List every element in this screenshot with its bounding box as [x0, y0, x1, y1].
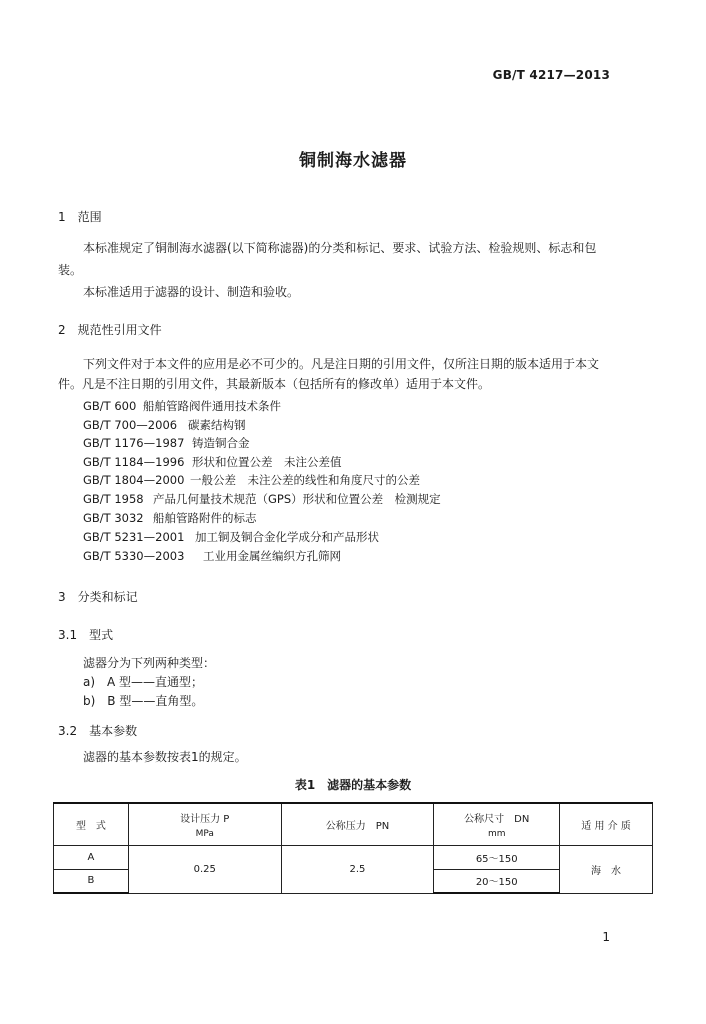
reference-item: [83, 454, 342, 470]
header-nominal-size: 公称尺寸 DN mm: [434, 803, 560, 845]
type-item-b: b) B 型——直角型。: [83, 694, 204, 708]
header-nominal-size-unit: mm: [487, 828, 506, 839]
reference-code: GB/T 1958: [83, 492, 144, 506]
document-title: 铜制海水滤器: [299, 151, 407, 171]
reference-item: [83, 491, 441, 507]
reference-item: [83, 548, 341, 564]
header-medium: 适 用 介 质: [560, 803, 653, 845]
section-3-heading: 3 分类和标记: [58, 590, 138, 604]
reference-code: GB/T 1804—2000: [83, 473, 185, 487]
standard-code: GB/T 4217—2013: [492, 68, 610, 82]
reference-item: [83, 435, 250, 451]
reference-title: 加工铜及铜合金化学成分和产品形状: [195, 530, 379, 544]
section-1-para-1-line-2: 装。: [58, 263, 83, 277]
reference-item: [83, 472, 420, 488]
reference-title: 船舶管路阀件通用技术条件: [143, 399, 281, 413]
cell-nominal-size: 65～150: [434, 845, 560, 869]
reference-title: 产品几何量技术规范（GPS）形状和位置公差 检测规定: [153, 492, 441, 506]
cell-nominal-size: 20～150: [434, 869, 560, 893]
cell-type: A: [54, 845, 129, 869]
cell-medium: 海 水: [560, 845, 653, 893]
cell-nominal-pressure: 2.5: [281, 845, 434, 893]
reference-title: 船舶管路附件的标志: [153, 511, 257, 525]
section-2-intro-line-1: 下列文件对于本文件的应用是必不可少的。凡是注日期的引用文件，仅所注日期的版本适用于本文: [83, 357, 600, 371]
section-3-1-intro: 滤器分为下列两种类型：: [83, 656, 216, 670]
cell-type: B: [54, 869, 129, 893]
section-3-2-heading: 3.2 基本参数: [58, 724, 138, 738]
section-3-2-intro: 滤器的基本参数按表1的规定。: [83, 750, 247, 764]
reference-title: 铸造铜合金: [192, 436, 250, 450]
reference-item: [83, 398, 281, 414]
reference-title: 碳素结构钢: [188, 418, 246, 432]
section-3-1-heading: 3.1 型式: [58, 628, 114, 642]
cell-design-pressure: 0.25: [128, 845, 281, 893]
section-1-para-2: 本标准适用于滤器的设计、制造和验收。: [83, 285, 300, 299]
header-design-pressure-unit: MPa: [195, 828, 214, 839]
reference-title: 一般公差 未注公差的线性和角度尺寸的公差: [190, 473, 420, 487]
reference-code: GB/T 700—2006: [83, 418, 178, 432]
reference-item: [83, 529, 379, 545]
reference-title: 形状和位置公差 未注公差值: [192, 455, 342, 469]
table-row: [54, 845, 653, 869]
reference-code: GB/T 5330—2003: [83, 549, 185, 563]
section-2-heading: 2 规范性引用文件: [58, 323, 162, 337]
header-design-pressure: 设计压力 P MPa: [128, 803, 281, 845]
reference-item: [83, 510, 257, 526]
reference-code: GB/T 600: [83, 399, 137, 413]
reference-title: 工业用金属丝编织方孔筛网: [203, 549, 341, 563]
page-number: 1: [602, 930, 610, 944]
reference-code: GB/T 1176—1987: [83, 436, 185, 450]
section-1-heading: 1 范围: [58, 210, 102, 224]
header-type: 型 式: [54, 803, 129, 845]
reference-code: GB/T 5231—2001: [83, 530, 185, 544]
basic-parameters-table: [53, 802, 653, 894]
table-caption: 表1 滤器的基本参数: [294, 778, 412, 792]
reference-code: GB/T 1184—1996: [83, 455, 185, 469]
reference-item: [83, 417, 246, 433]
section-2-intro-line-2: 件。凡是不注日期的引用文件，其最新版本（包括所有的修改单）适用于本文件。: [58, 377, 491, 391]
reference-code: GB/T 3032: [83, 511, 144, 525]
section-1-para-1-line-1: 本标准规定了铜制海水滤器(以下简称滤器)的分类和标记、要求、试验方法、检验规则、标志和包: [83, 241, 597, 255]
type-item-a: a) A 型——直通型；: [83, 675, 204, 689]
header-nominal-pressure: 公称压力 PN: [281, 803, 434, 845]
